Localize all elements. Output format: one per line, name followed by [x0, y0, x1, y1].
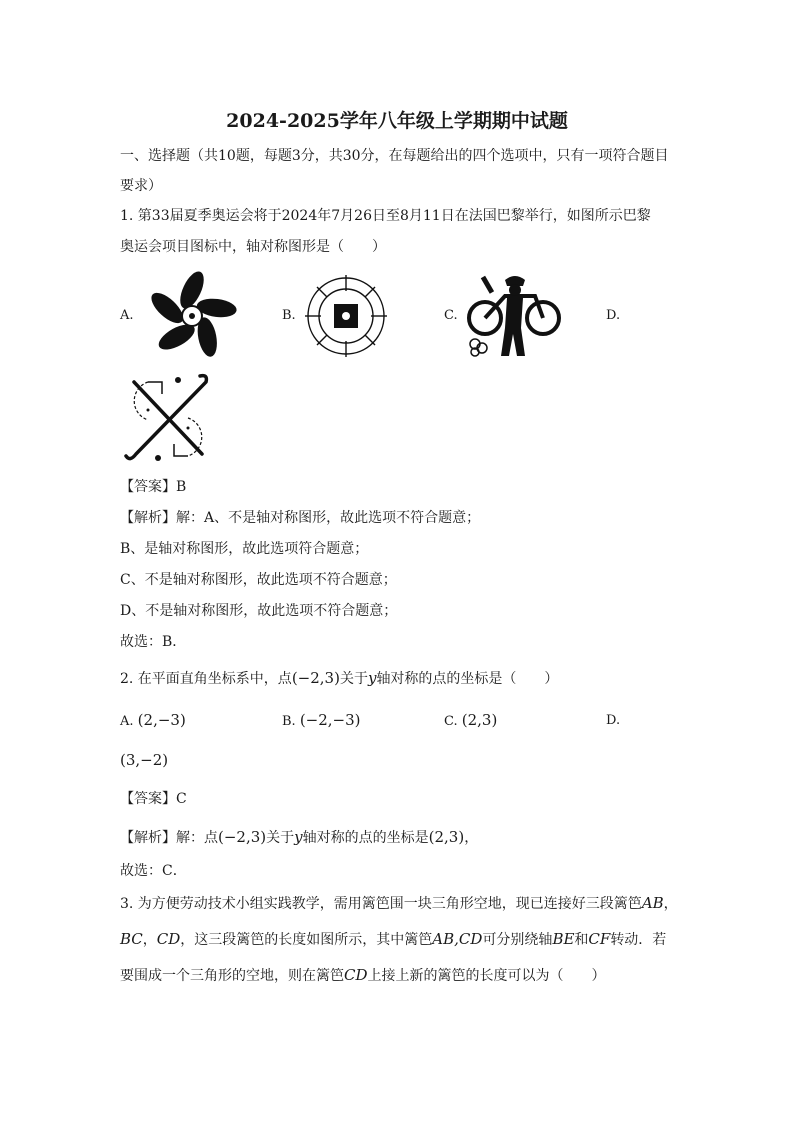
q1-analysis-3: C、不是轴对称图形，故此选项不符合题意；: [120, 572, 397, 588]
section1-line2: 要求）: [120, 178, 162, 194]
q2-option-a: A. (2,−3): [120, 711, 186, 729]
q2-choose: 故选：C．: [120, 863, 187, 879]
figure-b-target: [305, 275, 387, 357]
q3-line1: 3. 为方便劳动技术小组实践教学，需用篱笆围一块三角形空地，现已连接好三段篱笆AB，: [120, 894, 678, 912]
figure-d-hockey: [118, 370, 218, 468]
q1-analysis-4: D、不是轴对称图形，故此选项不符合题意；: [120, 603, 398, 619]
q2-analysis: 【解析】解：点(−2,3)关于y轴对称的点的坐标是(2,3)，: [120, 828, 479, 846]
q1-option-d-label: D.: [606, 308, 621, 323]
figure-c-cyclist: [465, 272, 565, 360]
q1-answer: 【答案】B: [120, 479, 187, 495]
q2-option-b: B. (−2,−3): [282, 711, 361, 729]
q2-answer: 【答案】C: [120, 791, 187, 807]
q2-option-d-label: D.: [606, 713, 621, 728]
q1-option-b-label: B.: [282, 308, 296, 323]
section1-line1: 一、选择题（共10题，每题3分，共30分，在每题给出的四个选项中，只有一项符合题目: [120, 148, 669, 164]
q1-analysis-5: 故选：B．: [120, 634, 187, 650]
q1-analysis-1: 【解析】解：A、不是轴对称图形，故此选项不符合题意；: [120, 510, 481, 526]
figure-a-pinwheel: [140, 268, 244, 364]
q3-line3: 要围成一个三角形的空地，则在篱笆CD上接上新的篱笆的长度可以为（ ）: [120, 966, 606, 984]
q3-line2: BC，CD，这三段篱笆的长度如图所示，其中篱笆AB,CD可分别绕轴BE和CF转动．若: [120, 930, 667, 948]
q2-option-d-value: (3,−2): [120, 751, 169, 769]
q1-option-a-label: A.: [120, 308, 134, 323]
q1-line2: 奥运会项目图标中，轴对称图形是（ ）: [120, 239, 386, 255]
q1-option-c-label: C.: [444, 308, 458, 323]
q1-line1: 1. 第33届夏季奥运会将于2024年7月26日至8月11日在法国巴黎举行，如图所示巴黎: [120, 208, 651, 224]
page-title: 2024-2025学年八年级上学期期中试题: [226, 110, 568, 132]
q2-question: 2. 在平面直角坐标系中，点(−2,3)关于y轴对称的点的坐标是（ ）: [120, 669, 559, 687]
q1-analysis-2: B、是轴对称图形，故此选项符合题意；: [120, 541, 369, 557]
q2-option-c: C. (2,3): [444, 711, 498, 729]
